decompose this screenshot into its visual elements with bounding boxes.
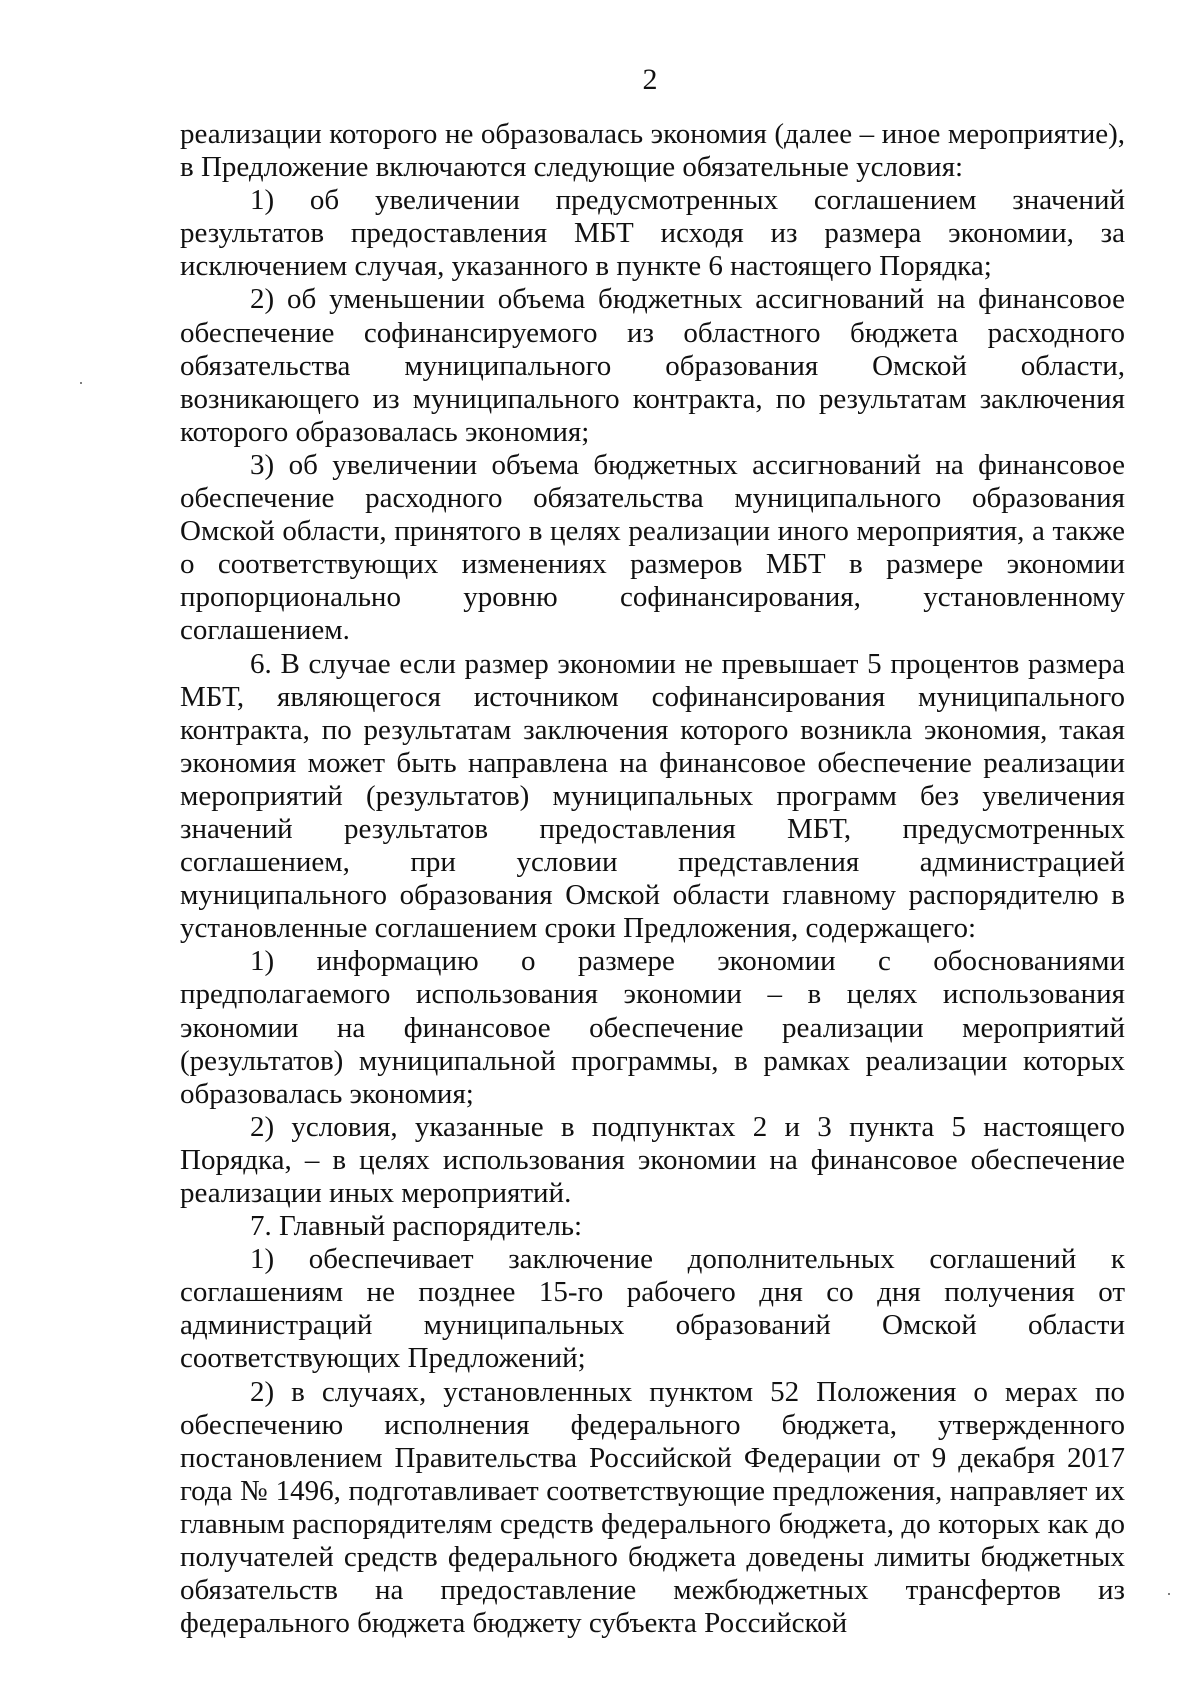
scan-speck [80, 382, 82, 384]
paragraph: 1) об увеличении предусмотренных соглашением значений результатов предоставления МБТ исходя из размера экономии, за исключением случая, указанного в пункте 6 настоящего Порядка; [180, 184, 1125, 283]
paragraph: 7. Главный распорядитель: [250, 1210, 583, 1243]
paragraph: 3) об увеличении объема бюджетных ассигнований на финансовое обеспечение расходного обязательства муниципального образования Омской области, принятого в целях реализации иного мероприятия, а также о соответствующих изменениях размеров МБТ в размере экономии пропорционально уровню софинансирования, установленному соглашением. [180, 448, 1125, 647]
paragraph: 2) об уменьшении объема бюджетных ассигнований на финансовое обеспечение софинансируемого из областного бюджета расходного обязательства муниципального образования Омской области, возникающего из муниципального контракта, по результатам заключения которого образовалась экономия; [180, 283, 1125, 448]
document-body [180, 118, 1125, 1640]
paragraph: 1) обеспечивает заключение дополнительных соглашений к соглашениям не позднее 15-го рабочего дня со дня получения от администраций муниципальных образований Омской области соответствующих Предложений; [180, 1243, 1125, 1375]
scan-speck [1168, 1593, 1170, 1595]
paragraph: 6. В случае если размер экономии не превышает 5 процентов размера МБТ, являющегося источником софинансирования муниципального контракта, по результатам заключения которого возникла экономия, такая экономия может быть направлена на финансовое обеспечение реализации мероприятий (результатов) муниципальных программ без увеличения значений результатов предоставления МБТ, предусмотренных соглашением, при условии представления администрацией муниципального образования Омской области главному распорядителю в установленные соглашением сроки Предложения, содержащего: [180, 647, 1125, 945]
paragraph: 1) информацию о размере экономии с обоснованиями предполагаемого использования экономии – в целях использования экономии на финансовое обеспечение реализации мероприятий (результатов) муниципальной программы, в рамках реализации которых образовалась экономия; [180, 945, 1125, 1110]
paragraph: 2) в случаях, установленных пунктом 52 Положения о мерах по обеспечению исполнения федерального бюджета, утвержденного постановлением Правительства Российской Федерации от 9 декабря 2017 года № 1496, подготавливает соответствующие предложения, направляет их главным распорядителям средств федерального бюджета, до которых как до получателей средств федерального бюджета доведены лимиты бюджетных обязательств на предоставление межбюджетных трансфертов из федерального бюджета бюджету субъекта Российской [180, 1375, 1125, 1640]
page-number: 2 [642, 63, 658, 96]
paragraph: реализации которого не образовалась экономия (далее – иное мероприятие), в Предложение включаются следующие обязательные условия: [180, 118, 1125, 184]
paragraph: 2) условия, указанные в подпунктах 2 и 3 пункта 5 настоящего Порядка, – в целях использования экономии на финансовое обеспечение реализации иных мероприятий. [180, 1110, 1125, 1209]
